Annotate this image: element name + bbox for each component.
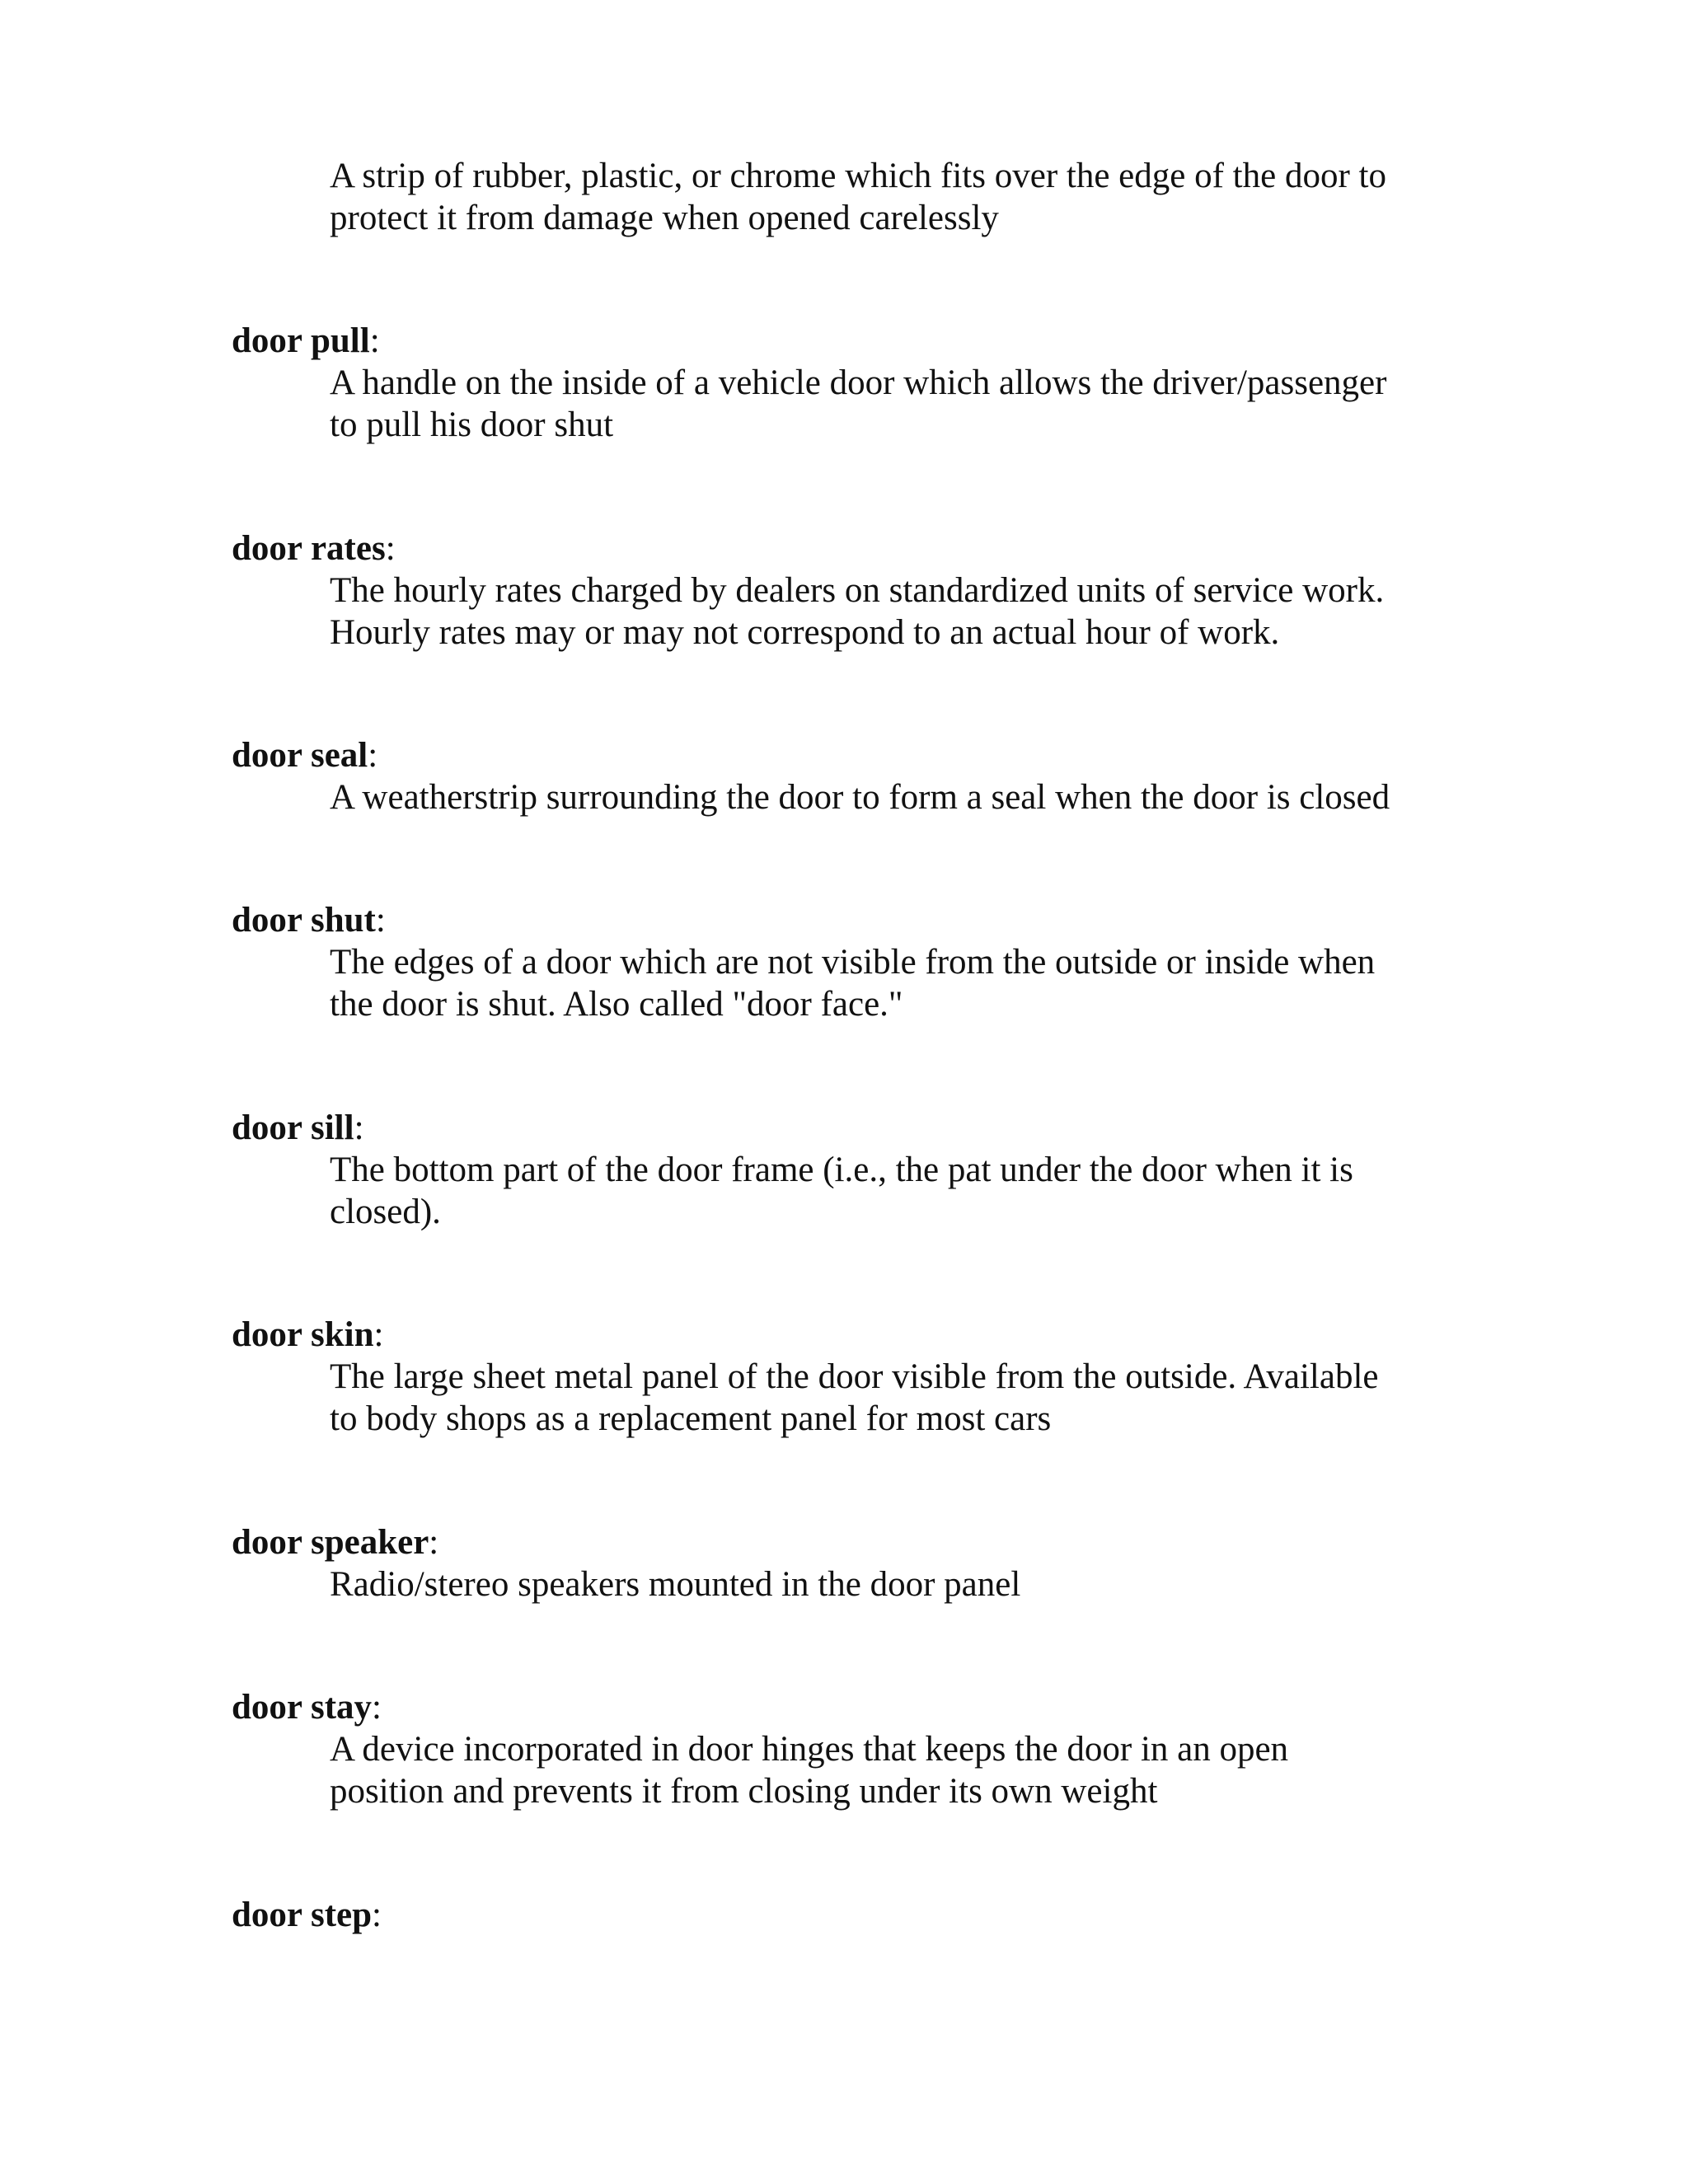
term-name: door rates — [232, 529, 386, 568]
definition-line: A device incorporated in door hinges that keeps the door in an open — [330, 1730, 1289, 1769]
term-separator: : — [375, 901, 386, 940]
definition-line: position and prevents it from closing under its own weight — [330, 1772, 1158, 1811]
term-name: door shut — [232, 901, 376, 940]
term-separator: : — [369, 321, 380, 360]
glossary-term — [232, 1894, 382, 1937]
term-separator: : — [372, 1688, 382, 1727]
term-separator: : — [429, 1523, 439, 1562]
glossary-term — [232, 734, 377, 777]
term-separator: : — [372, 1896, 382, 1934]
definition-line: Hourly rates may or may not correspond to an actual hour of work. — [330, 613, 1280, 652]
term-separator: : — [354, 1108, 364, 1147]
glossary-term — [232, 899, 386, 942]
term-name: door pull — [232, 321, 370, 360]
term-name: door step — [232, 1896, 373, 1934]
definition-line: to pull his door shut — [330, 405, 614, 444]
definition-line: A weatherstrip surrounding the door to form a seal when the door is closed — [330, 778, 1390, 817]
glossary-term — [232, 527, 396, 570]
glossary-term — [232, 320, 380, 363]
term-separator: : — [368, 736, 378, 775]
definition-line: The hourly rates charged by dealers on standardized units of service work. — [330, 571, 1385, 610]
glossary-term — [232, 1521, 438, 1564]
definition-line: The large sheet metal panel of the door visible from the outside. Available — [330, 1357, 1379, 1396]
definition-line: A handle on the inside of a vehicle door which allows the driver/passenger — [330, 363, 1387, 402]
definition-line: The edges of a door which are not visible from the outside or inside when — [330, 943, 1376, 982]
definition-line: the door is shut. Also called "door face." — [330, 985, 903, 1024]
glossary-term — [232, 1314, 383, 1357]
definition-line: closed). — [330, 1193, 441, 1231]
term-name: door speaker — [232, 1523, 429, 1562]
definition-line: to body shops as a replacement panel for most cars — [330, 1399, 1052, 1438]
term-name: door stay — [232, 1688, 373, 1727]
glossary-term — [232, 1107, 364, 1150]
intro-definition-line: A strip of rubber, plastic, or chrome which fits over the edge of the door to — [330, 157, 1386, 195]
term-separator: : — [385, 529, 396, 568]
term-separator: : — [373, 1315, 384, 1354]
term-name: door sill — [232, 1108, 354, 1147]
term-name: door seal — [232, 736, 368, 775]
term-name: door skin — [232, 1315, 374, 1354]
definition-line: The bottom part of the door frame (i.e., the pat under the door when it is — [330, 1151, 1353, 1189]
glossary-term — [232, 1686, 382, 1729]
intro-definition-line: protect it from damage when opened carelessly — [330, 199, 999, 237]
definition-line: Radio/stereo speakers mounted in the door panel — [330, 1565, 1021, 1604]
